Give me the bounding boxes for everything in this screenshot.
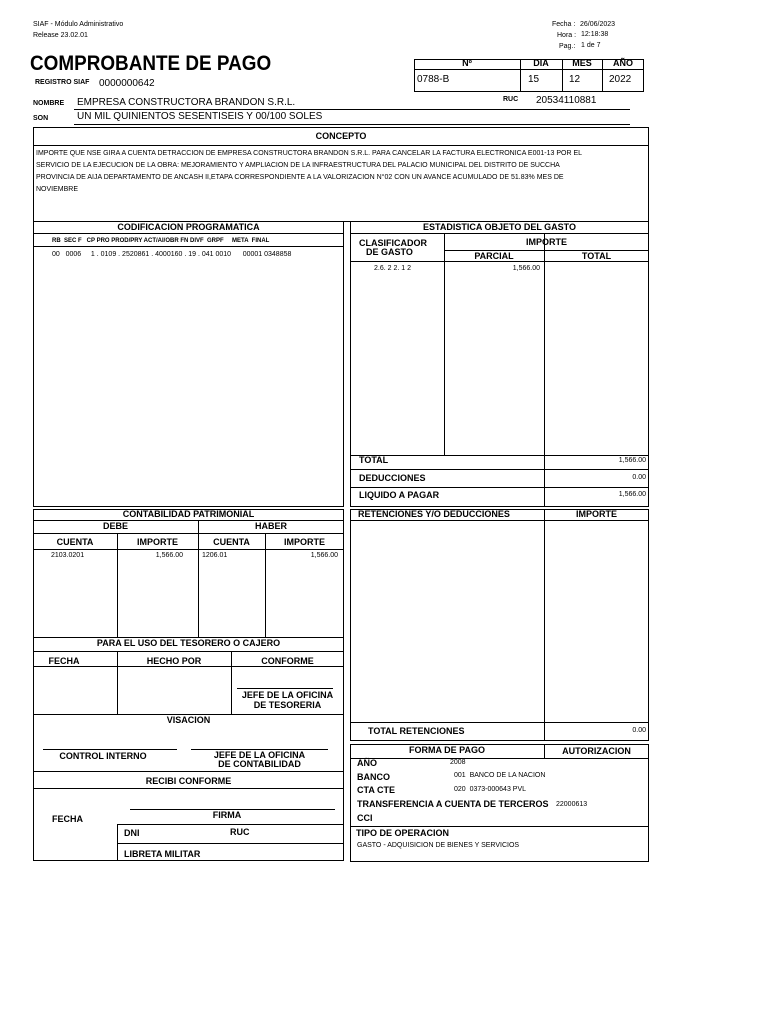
estadistica-title: ESTADISTICA OBJETO DEL GASTO (422, 222, 577, 232)
libreta-militar: LIBRETA MILITAR (124, 849, 201, 859)
concepto-line: IMPORTE QUE NSE GIRA A CUENTA DETRACCION DE EMPRESA CONSTRUCTORA BRANDON S.R.L. PARA CANCELAR LA FACTURA ELECTRONICA E001-13 POR EL (36, 150, 583, 157)
fecha-value: 26/06/2023 (580, 21, 616, 28)
contabilidad-title: CONTABILIDAD PATRIMONIAL (122, 509, 255, 519)
retenciones-box (350, 509, 649, 741)
firma-label: FIRMA (212, 810, 242, 820)
transferencia-label: TRANSFERENCIA A CUENTA DE TERCEROS (357, 799, 549, 809)
haber-importe-label: IMPORTE (283, 537, 325, 547)
codificacion-headers: RB SEC F CP PRO PROD/PRY ACT/AI/OBR FN DIVF GRPF META FINAL (52, 238, 270, 244)
deducciones-value: 0.00 (632, 474, 646, 481)
cta-value: 020 0373-000643 PVL (454, 786, 527, 793)
visacion-title: VISACION (166, 715, 211, 725)
importe-label: IMPORTE (525, 237, 567, 247)
recibi-fecha: FECHA (52, 814, 83, 824)
banco-label: BANCO (357, 772, 390, 782)
ruc-label: RUC (503, 96, 519, 103)
pag-label: Pag.: (559, 43, 576, 50)
clasificador-label: CLASIFICADOR (359, 238, 427, 248)
recibi-title: RECIBI CONFORME (145, 776, 232, 786)
tipo-operacion-label: TIPO DE OPERACION (356, 828, 450, 838)
dia-value: 15 (528, 74, 540, 85)
cta-label: CTA CTE (357, 785, 395, 795)
registro-value: 0000000642 (99, 78, 155, 89)
liquido-label: LIQUIDO A PAGAR (359, 490, 440, 500)
nombre-value: EMPRESA CONSTRUCTORA BRANDON S.R.L. (77, 97, 296, 108)
total-value: 1,566.00 (618, 457, 646, 464)
tesorero-conforme: CONFORME (261, 656, 314, 666)
mes-value: 12 (569, 74, 581, 85)
estadistica-box (350, 221, 649, 507)
de-gasto-label: DE GASTO (366, 247, 413, 257)
clasificador-value: 2.6. 2 2. 1 2 (374, 265, 411, 272)
haber-label: HABER (254, 521, 287, 531)
codificacion-box (33, 221, 344, 507)
tipo-operacion-value: GASTO - ADQUISICION DE BIENES Y SERVICIOS (357, 842, 520, 849)
codificacion-row: 00 0006 1 . 0109 . 2520861 . 4000160 . 19 . 041 0010 00001 0348858 (52, 251, 292, 258)
dni-label: DNI (124, 828, 140, 838)
concepto-line: PROVINCIA DE AIJA DEPARTAMENTO DE ANCASH II,ETAPA CORRESPONDIENTE A LA VALORIZACION N°02 CON UN AVANCE ACUMULADO DE 51.83% MES DE (36, 174, 564, 181)
total-retenciones-value: 0.00 (632, 727, 646, 734)
dia-header: DIA (533, 58, 549, 68)
fecha-label: Fecha : (552, 21, 576, 28)
debe-importe-value: 1,566.00 (155, 552, 183, 559)
numero-value: 0788-B (417, 74, 450, 85)
hora-label: Hora : (557, 32, 577, 39)
ano-value: 2022 (609, 74, 632, 85)
banco-value: 001 BANCO DE LA NACION (454, 772, 546, 779)
tesorero-title: PARA EL USO DEL TESORERO O CAJERO (96, 638, 281, 648)
cci-label: CCI (357, 813, 373, 823)
codificacion-title: CODIFICACION PROGRAMATICA (117, 222, 260, 232)
control-interno: CONTROL INTERNO (59, 751, 147, 761)
deducciones-label: DEDUCCIONES (359, 473, 426, 483)
debe-label: DEBE (102, 521, 128, 531)
debe-importe-label: IMPORTE (136, 537, 178, 547)
numero-header: Nº (462, 58, 472, 68)
tesorero-hecho-por: HECHO POR (146, 656, 202, 666)
haber-importe-value: 1,566.00 (310, 552, 338, 559)
parcial-label: PARCIAL (474, 251, 514, 261)
hora-value: 12:18:38 (581, 31, 609, 38)
forma-pago-title: FORMA DE PAGO (409, 745, 485, 755)
total-label: TOTAL (359, 455, 389, 465)
parcial-value: 1,566.00 (512, 265, 540, 272)
forma-ano-value: 2008 (450, 759, 466, 766)
haber-cuenta-label: CUENTA (213, 537, 250, 547)
system-name: SIAF - Módulo Administrativo (33, 21, 124, 28)
jefe-tesoreria-line1: JEFE DE LA OFICINA (241, 690, 334, 700)
concepto-line: SERVICIO DE LA EJECUCION DE LA OBRA: MEJORAMIENTO Y AMPLIACION DE LA INFRAESTRUCTURA DEL PALACIO MUNICIPAL DEL DISTRITO DE SUCCHA (36, 162, 560, 169)
tesorero-fecha: FECHA (48, 656, 80, 666)
release: Release 23.02.01 (33, 32, 88, 39)
concepto-title: CONCEPTO (315, 131, 367, 141)
liquido-value: 1,566.00 (618, 491, 646, 498)
jefe-tesoreria-line2: DE TESORERIA (253, 700, 322, 710)
son-value: UN MIL QUINIENTOS SESENTISEIS Y 00/100 SOLES (77, 111, 323, 122)
ano-header: AÑO (613, 58, 633, 68)
forma-ano-label: AÑO (357, 758, 377, 768)
ruc-value: 20534110881 (536, 95, 597, 106)
jefe-contabilidad-line2: DE CONTABILIDAD (218, 759, 301, 769)
retenciones-importe-label: IMPORTE (575, 509, 617, 519)
debe-cuenta-label: CUENTA (56, 537, 94, 547)
recibi-ruc-label: RUC (230, 827, 250, 837)
total-retenciones-label: TOTAL RETENCIONES (368, 726, 465, 736)
haber-cuenta-value: 1206.01 (202, 552, 228, 559)
transferencia-value: 22000613 (556, 801, 588, 808)
debe-cuenta-value: 2103.0201 (51, 552, 85, 559)
jefe-contabilidad-line1: JEFE DE LA OFICINA (213, 750, 306, 760)
page-title: COMPROBANTE DE PAGO (30, 52, 272, 75)
autorizacion-label: AUTORIZACION (562, 746, 631, 756)
total-col-label: TOTAL (581, 251, 612, 261)
retenciones-title: RETENCIONES Y/O DEDUCCIONES (358, 509, 510, 519)
pag-value: 1 de 7 (581, 42, 601, 49)
nombre-label: NOMBRE (33, 100, 65, 107)
son-label: SON (33, 115, 49, 122)
concepto-line: NOVIEMBRE (36, 186, 79, 193)
mes-header: MES (572, 58, 592, 68)
registro-label: REGISTRO SIAF (35, 79, 90, 86)
